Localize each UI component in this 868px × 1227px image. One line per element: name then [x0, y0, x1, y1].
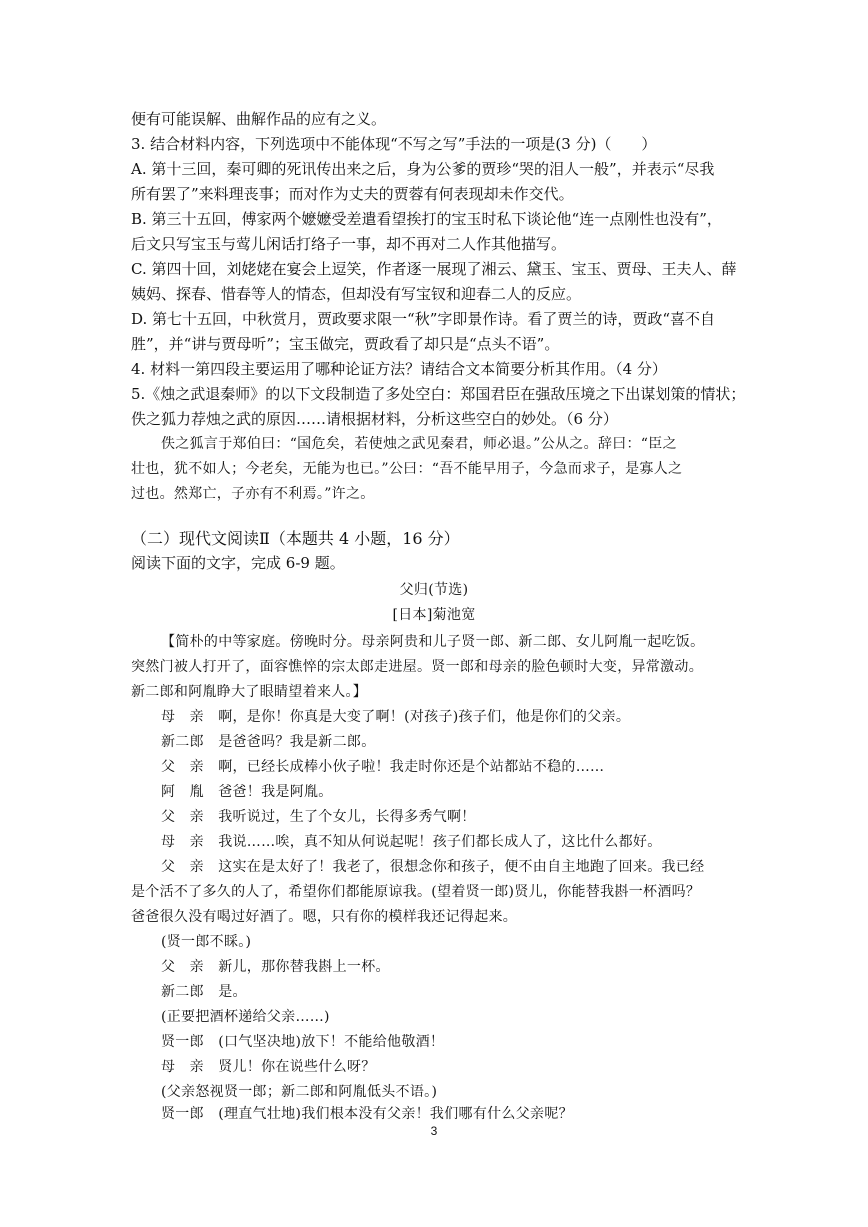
dialogue-line: 父 亲 我听说过，生了个女儿，长得多秀气啊！	[161, 809, 476, 825]
dialogue-line: 母 亲 贤儿！你在说些什么呀？	[161, 1059, 376, 1075]
dialogue-line: 母 亲 我说……唉，真不知从何说起呢！孩子们都长成人了，这比什么都好。	[161, 834, 662, 850]
dialogue-line: 阿 胤 爸爸！我是阿胤。	[161, 784, 333, 800]
page-number: 3	[430, 1124, 438, 1138]
option-b-cont: 后文只写宝玉与莺儿闲话打络子一事，却不再对二人作其他描写。	[131, 235, 567, 253]
dialogue-line: 是个活不了多久的人了，希望你们都能原谅我。(望着贤一郎)贤儿，你能替我斟一杯酒吗？	[131, 884, 701, 900]
stage-direction: (父亲怒视贤一郎；新二郎和阿胤低头不语。)	[161, 1084, 438, 1100]
stage-direction: (正要把酒杯递给父亲……)	[161, 1009, 330, 1025]
dialogue-line: 贤一郎 (理直气壮地)我们根本没有父亲！我们哪有什么父亲呢？	[161, 1106, 573, 1122]
dialogue-line: 父 亲 这实在是太好了！我老了，很想念你和孩子，便不由自主地跑了回来。我已经	[161, 859, 705, 875]
article-title: 父归(节选)	[399, 582, 469, 598]
section-instruction: 阅读下面的文字，完成 6-9 题。	[131, 554, 345, 572]
option-c-cont: 姨妈、探春、惜春等人的情态，但却没有写宝钗和迎春二人的反应。	[131, 285, 582, 303]
classical-text: 过也。然郑亡，子亦有不利焉。”许之。	[131, 486, 375, 502]
question-5-cont: 佚之狐力荐烛之武的原因……请根据材料，分析这些空白的妙处。（6 分）	[131, 410, 618, 428]
dialogue-line: 母 亲 啊，是你！你真是大变了啊！(对孩子)孩子们，他是你们的父亲。	[161, 709, 631, 725]
option-b: B. 第三十五回，傅家两个嬷嬷受差遣看望挨打的宝玉时私下谈论他“连一点刚性也没有”，	[131, 210, 722, 228]
option-d: D. 第七十五回，中秋赏月，贾政要求限一“秋”字即景作诗。看了贾兰的诗，贾政“喜不自	[131, 310, 716, 328]
classical-text: 佚之狐言于郑伯曰：“国危矣，若使烛之武见秦君，师必退。”公从之。辞曰：“臣之	[161, 436, 677, 452]
question-4: 4. 材料一第四段主要运用了哪种论证方法？请结合文本简要分析其作用。（4 分）	[131, 360, 667, 378]
dialogue-line: 新二郎 是。	[161, 984, 247, 1000]
dialogue-line: 爸爸很久没有喝过好酒了。嗯，只有你的模样我还记得起来。	[131, 909, 518, 925]
dialogue-line: 父 亲 啊，已经长成棒小伙子啦！我走时你还是个站都站不稳的……	[161, 759, 605, 775]
text-line: 便有可能误解、曲解作品的应有之义。	[131, 110, 387, 128]
classical-text: 壮也，犹不如人；今老矣，无能为也已。”公曰：“吾不能早用子，今急而求子，是寡人之	[131, 461, 683, 477]
stage-direction: 突然门被人打开了，面容憔悴的宗太郎走进屋。贤一郎和母亲的脸色顿时大变，异常激动。	[131, 659, 703, 675]
dialogue-line: 贤一郎 (口气坚决地)放下！不能给他敬酒！	[161, 1034, 445, 1050]
stage-direction: 新二郎和阿胤睁大了眼睛望着来人。】	[131, 684, 368, 700]
option-a-cont: 所有罢了”来料理丧事；而对作为丈夫的贾蓉有何表现却未作交代。	[131, 185, 574, 203]
option-c: C. 第四十回，刘姥姥在宴会上逗笑，作者逐一展现了湘云、黛玉、宝玉、贾母、王夫人、薛	[131, 260, 737, 278]
option-d-cont: 胜”，并“讲与贾母听”；宝玉做完，贾政看了却只是“点头不语”。	[131, 335, 560, 353]
section-heading: （二）现代文阅读Ⅱ（本题共 4 小题，16 分）	[131, 529, 460, 548]
article-author: [日本]菊池宽	[392, 607, 476, 623]
dialogue-line: 父 亲 新儿，那你替我斟上一杯。	[161, 959, 390, 975]
stage-direction: 【简朴的中等家庭。傍晚时分。母亲阿贵和儿子贤一郎、新二郎、女儿阿胤一起吃饭。	[161, 634, 705, 650]
question-5: 5.《烛之武退秦师》的以下文段制造了多处空白：郑国君臣在强敌压境之下出谋划策的情状；	[131, 385, 746, 403]
question-3: 3. 结合材料内容，下列选项中不能体现“不写之写”手法的一项是(3 分)（ ）	[131, 135, 657, 153]
option-a: A. 第十三回，秦可卿的死讯传出来之后，身为公爹的贾珍“哭的泪人一般”，并表示“尽我	[131, 160, 715, 178]
dialogue-line: 新二郎 是爸爸吗？我是新二郎。	[161, 734, 376, 750]
stage-direction: (贤一郎不睬。)	[161, 934, 252, 950]
